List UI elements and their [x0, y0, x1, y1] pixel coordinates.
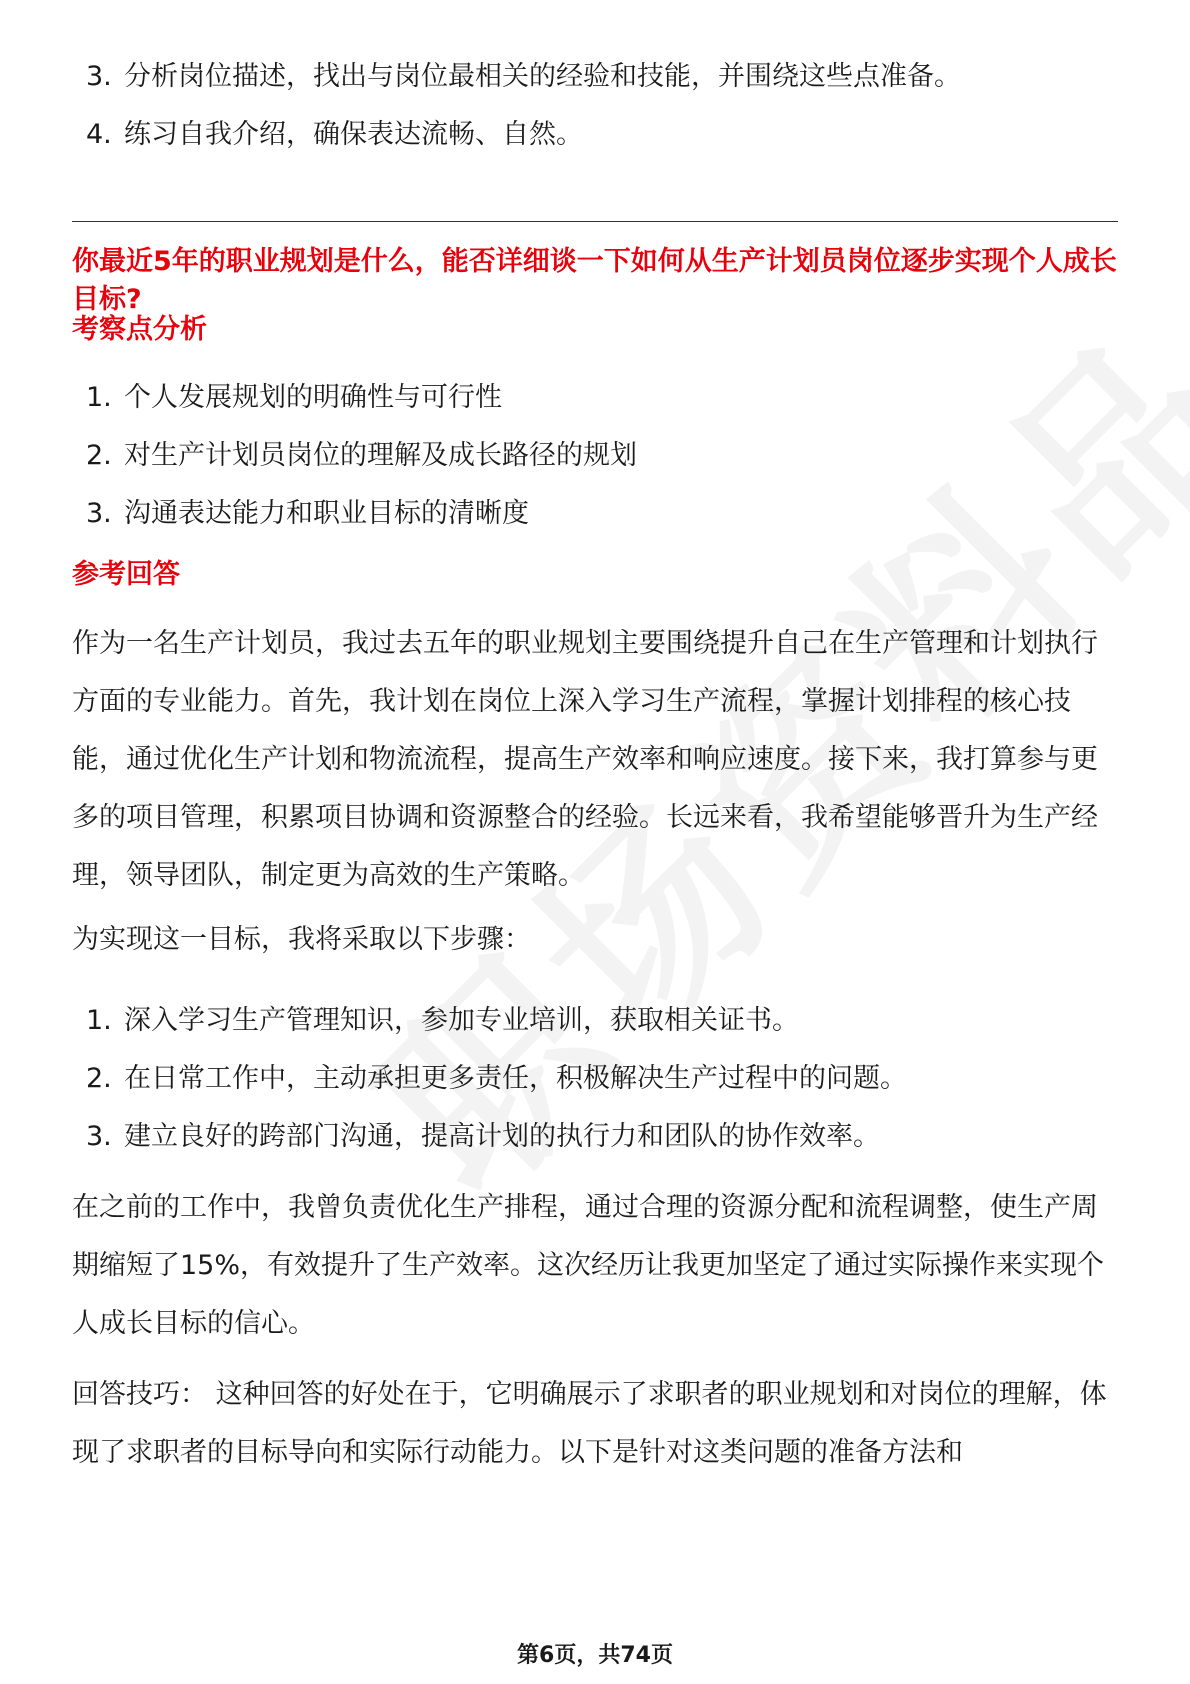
answer-paragraph: 在之前的工作中，我曾负责优化生产排程，通过合理的资源分配和流程调整，使生产周期缩短了15%，有效提升了生产效率。这次经历让我更加坚定了通过实际操作来实现个人成长目标的信心。 — [72, 1192, 1105, 1339]
list-number: 2. — [86, 1063, 112, 1094]
list-number: 3. — [86, 498, 112, 529]
list-item — [86, 1108, 907, 1166]
list-text: 分析岗位描述，找出与岗位最相关的经验和技能，并围绕这些点准备。 — [124, 61, 961, 92]
list-number: 4. — [86, 119, 112, 150]
steps-list — [86, 992, 907, 1166]
list-item — [86, 48, 961, 106]
answer-paragraph: 作为一名生产计划员，我过去五年的职业规划主要围绕提升自己在生产管理和计划执行方面的专业能力。首先，我计划在岗位上深入学习生产流程，掌握计划排程的核心技能，通过优化生产计划和物流流程，提高生产效率和响应速度。接下来，我打算参与更多的项目管理，积累项目协调和资源整合的经验。长远来看，我希望能够晋升为生产经理，领导团队，制定更为高效的生产策略。 — [72, 628, 1098, 891]
list-text: 个人发展规划的明确性与可行性 — [124, 382, 502, 413]
analysis-list — [86, 369, 637, 543]
list-text: 对生产计划员岗位的理解及成长路径的规划 — [124, 440, 637, 471]
divider — [72, 221, 1118, 222]
prev-list — [86, 48, 961, 164]
list-text: 在日常工作中，主动承担更多责任，积极解决生产过程中的问题。 — [124, 1063, 907, 1094]
list-text: 建立良好的跨部门沟通，提高计划的执行力和团队的协作效率。 — [124, 1121, 880, 1152]
list-text: 练习自我介绍，确保表达流畅、自然。 — [124, 119, 583, 150]
list-number: 2. — [86, 440, 112, 471]
list-item — [86, 992, 907, 1050]
list-number: 3. — [86, 1121, 112, 1152]
list-number: 1. — [86, 382, 112, 413]
answer-paragraph: 为实现这一目标，我将采取以下步骤： — [72, 924, 531, 955]
list-item — [86, 369, 637, 427]
list-number: 3. — [86, 61, 112, 92]
list-item — [86, 485, 637, 543]
question-heading: 你最近5年的职业规划是什么，能否详细谈一下如何从生产计划员岗位逐步实现个人成长目标? — [72, 246, 1117, 315]
list-text: 沟通表达能力和职业目标的清晰度 — [124, 498, 529, 529]
page-footer: 第6页，共74页 — [517, 1643, 673, 1668]
list-item — [86, 427, 637, 485]
list-item — [86, 106, 961, 164]
list-item — [86, 1050, 907, 1108]
tips-paragraph: 回答技巧： 这种回答的好处在于，它明确展示了求职者的职业规划和对岗位的理解，体现了求职者的目标导向和实际行动能力。以下是针对这类问题的准备方法和 — [72, 1379, 1107, 1468]
answer-title: 参考回答 — [72, 559, 180, 590]
list-number: 1. — [86, 1005, 112, 1036]
list-text: 深入学习生产管理知识，参加专业培训，获取相关证书。 — [124, 1005, 799, 1036]
analysis-title: 考察点分析 — [72, 314, 207, 345]
